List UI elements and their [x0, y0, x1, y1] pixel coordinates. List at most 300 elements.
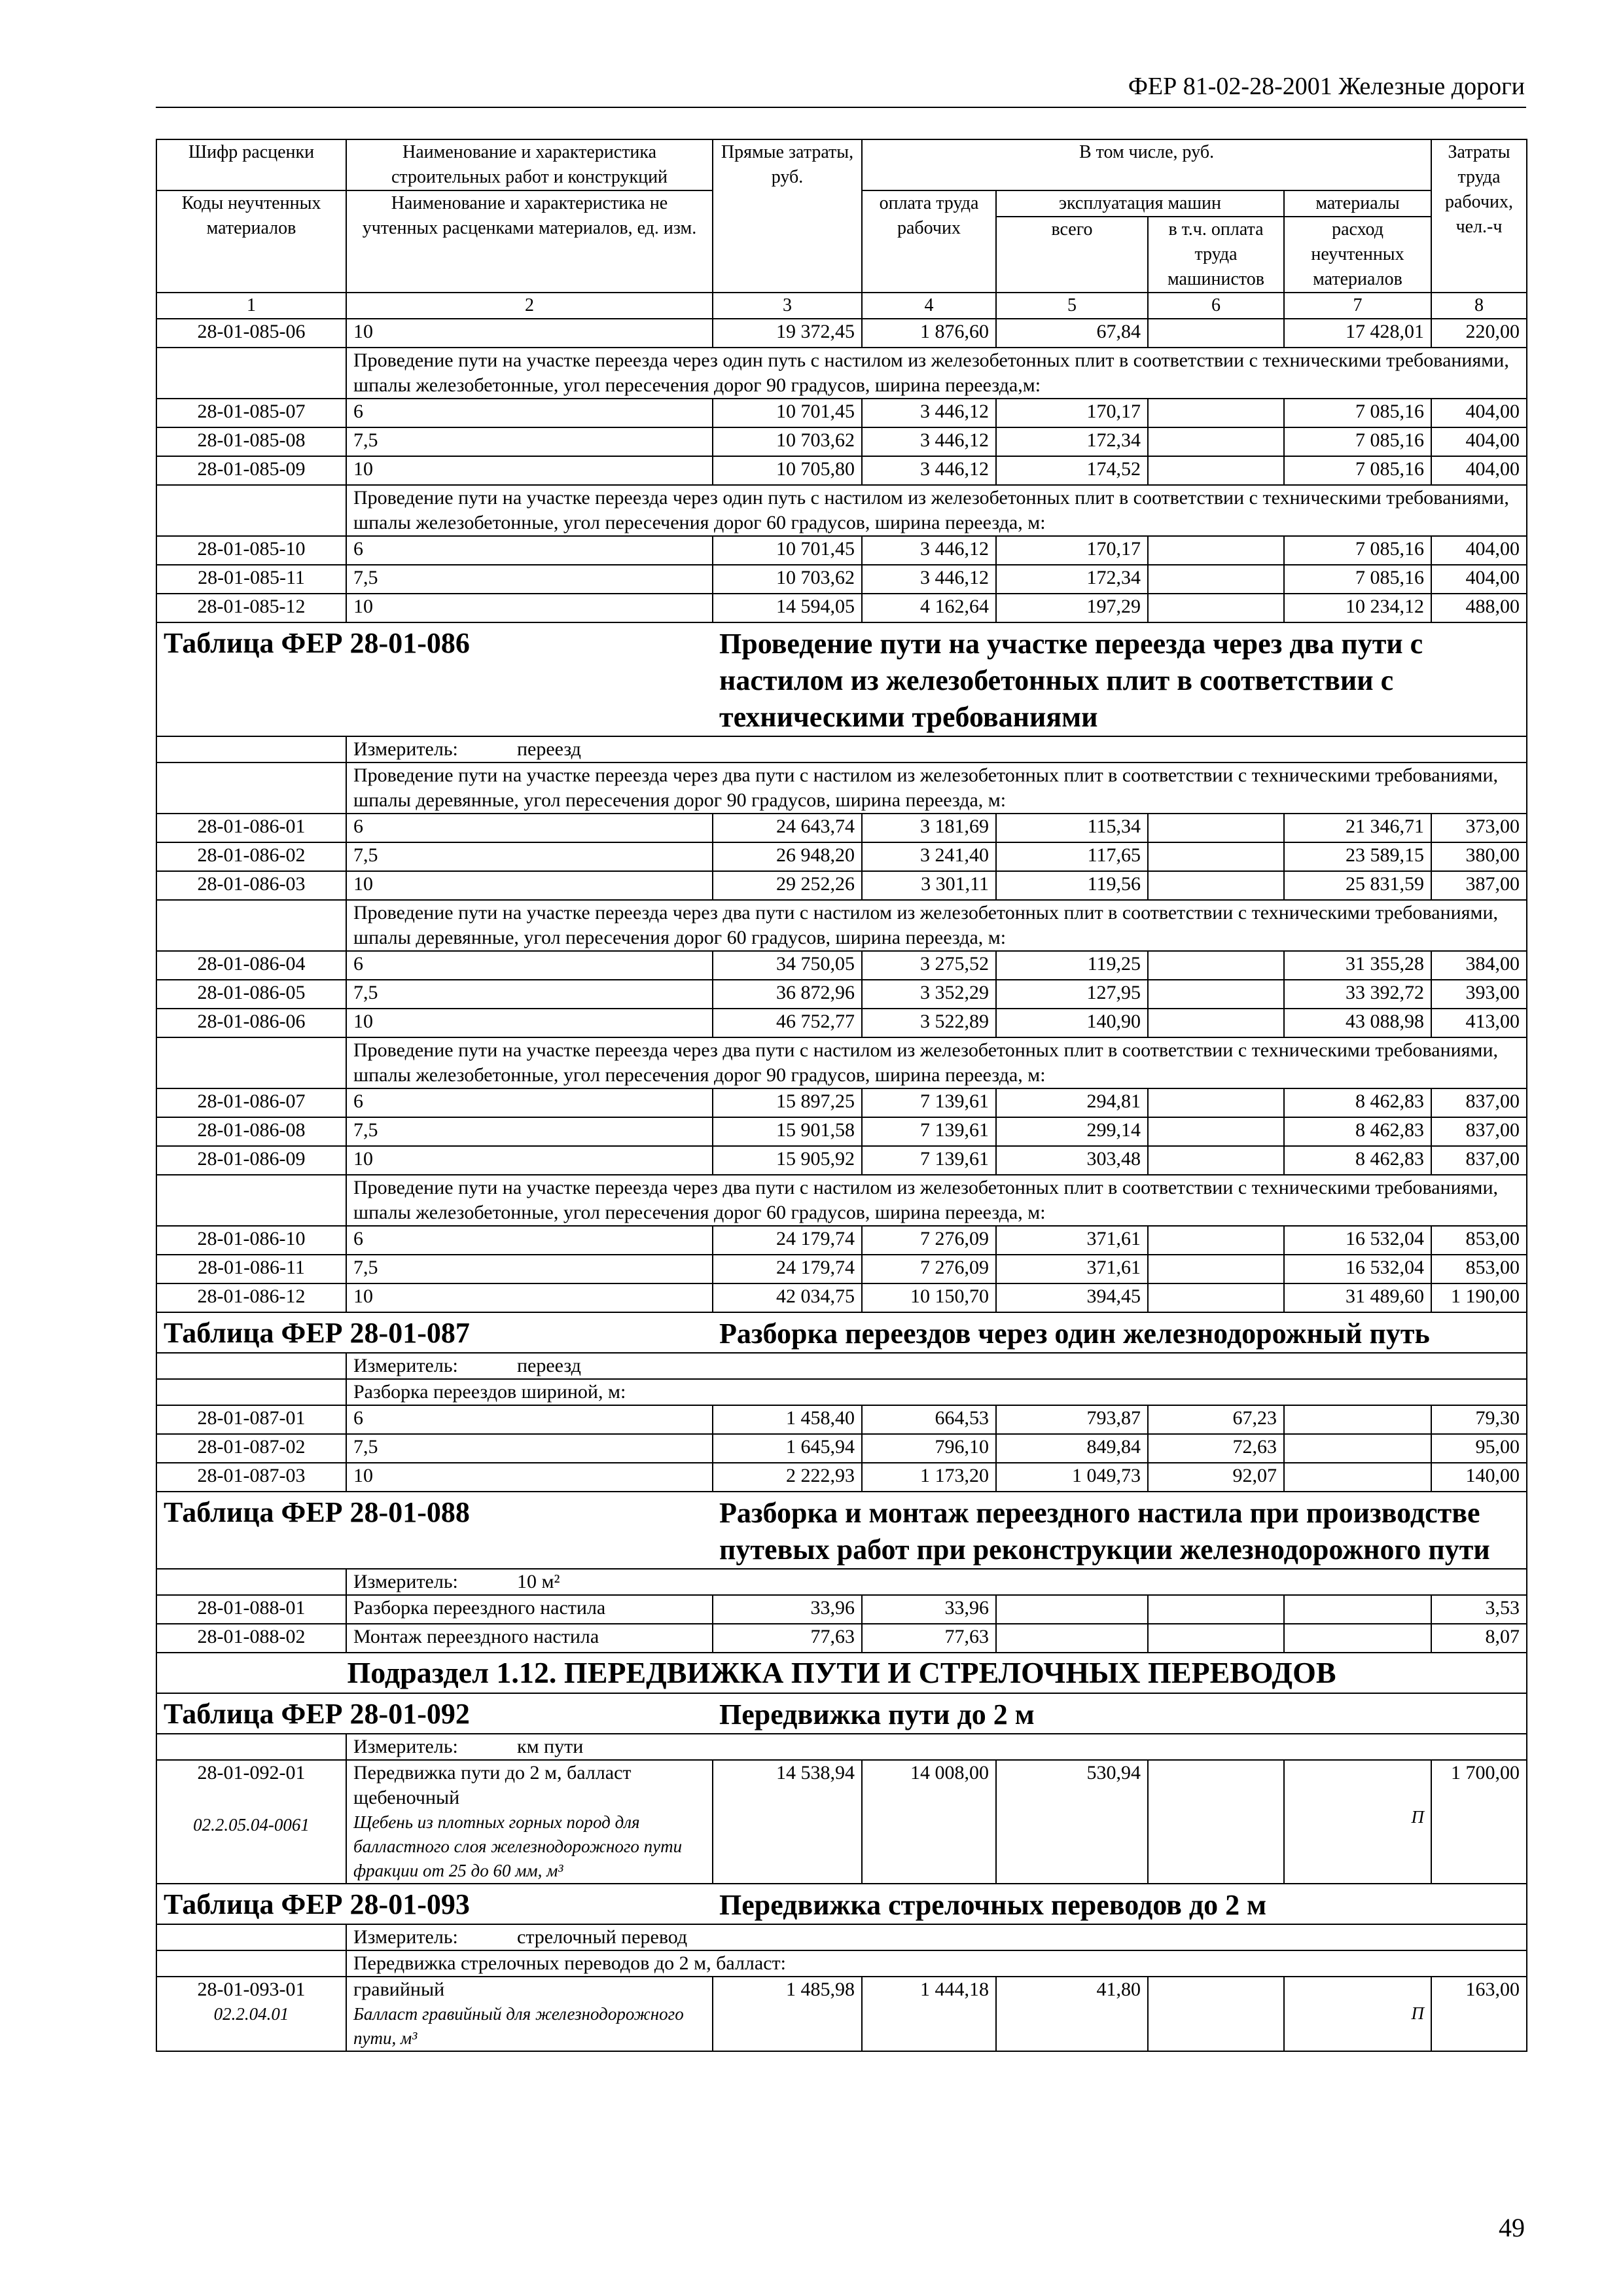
cell-direct-cost: 10 703,62	[713, 427, 862, 456]
cell-machines-total: 294,81	[996, 1088, 1148, 1117]
table-row	[156, 399, 1527, 427]
table-row	[156, 1434, 1527, 1463]
cell-rate-code: 28-01-086-10	[156, 1226, 346, 1255]
material-name: Балласт гравийный для железнодорожного пути, м³	[353, 2004, 684, 2048]
cell-rate-code: 28-01-085-09	[156, 456, 346, 485]
cell-machines-total: 849,84	[996, 1434, 1148, 1463]
cell-work-name: 6	[346, 1088, 713, 1117]
cell-direct-cost: 46 752,77	[713, 1009, 862, 1037]
cell-labor-pay: 7 139,61	[862, 1146, 996, 1175]
cell-machines-total: 1 049,73	[996, 1463, 1148, 1492]
table-row	[156, 1255, 1527, 1283]
col-num-3: 3	[713, 293, 862, 319]
measure-cell	[346, 1924, 1527, 1950]
cell-labor-hours: 404,00	[1431, 536, 1527, 565]
cell-labor-hours: 163,00	[1431, 1977, 1527, 2051]
table-row	[156, 1226, 1527, 1255]
cell-labor-hours: 853,00	[1431, 1226, 1527, 1255]
cell-labor-hours: 387,00	[1431, 871, 1527, 900]
cell-rate-code: 28-01-087-02	[156, 1434, 346, 1463]
table-title: Разборка переездов через один железнодорожный путь	[713, 1312, 1527, 1353]
table-title-row	[156, 622, 1527, 736]
col-num-1: 1	[156, 293, 346, 319]
section-title: Подраздел 1.12. ПЕРЕДВИЖКА ПУТИ И СТРЕЛОЧНЫХ ПЕРЕВОДОВ	[156, 1653, 1527, 1693]
table-row	[156, 427, 1527, 456]
header-incl: В том числе, руб.	[862, 139, 1431, 190]
cell-rate-code: 28-01-087-01	[156, 1405, 346, 1434]
work-name-cell	[346, 1977, 713, 2051]
cell-machinists-pay	[1148, 871, 1284, 900]
cell-labor-hours: 3,53	[1431, 1595, 1527, 1624]
header-code-bottom: Коды неучтенных материалов	[156, 190, 346, 293]
cell-labor-hours: 488,00	[1431, 594, 1527, 622]
table-code: Таблица ФЕР 28-01-088	[156, 1492, 713, 1569]
table-row	[156, 1117, 1527, 1146]
cell-labor-pay: 3 301,11	[862, 871, 996, 900]
cell-machinists-pay	[1148, 1009, 1284, 1037]
table-row	[156, 814, 1527, 842]
table-title: Передвижка пути до 2 м	[713, 1693, 1527, 1734]
measure-label: Измеритель:	[353, 738, 458, 760]
work-name: Передвижка пути до 2 м, балласт щебеночный	[353, 1762, 632, 1808]
measure-empty-cell	[156, 1924, 346, 1950]
description-text: Проведение пути на участке переезда через два пути с настилом из железобетонных плит в соответствии с техническими требованиями, шпалы железобетонные, угол пересечения дорог 60 градусов, ширина переезда, м:	[346, 1175, 1527, 1226]
cell-machinists-pay	[1148, 1283, 1284, 1312]
cell-labor-pay: 664,53	[862, 1405, 996, 1434]
material-code: 02.2.04.01	[213, 2004, 289, 2024]
measure-empty-cell	[156, 1734, 346, 1760]
cell-rate-code: 28-01-086-08	[156, 1117, 346, 1146]
cell-materials	[1284, 1434, 1431, 1463]
cell-labor-hours: 79,30	[1431, 1405, 1527, 1434]
cell-direct-cost: 24 179,74	[713, 1255, 862, 1283]
cell-machinists-pay	[1148, 594, 1284, 622]
measure-label: Измеритель:	[353, 1355, 458, 1376]
description-text: Проведение пути на участке переезда через два пути с настилом из железобетонных плит в соответствии с техническими требованиями, шпалы железобетонные, угол пересечения дорог 90 градусов, ширина переезда, м:	[346, 1037, 1527, 1088]
cell-labor-pay: 3 446,12	[862, 456, 996, 485]
description-text: Передвижка стрелочных переводов до 2 м, балласт:	[346, 1950, 1527, 1977]
table-row	[156, 951, 1527, 980]
cell-labor-hours: 404,00	[1431, 427, 1527, 456]
measure-value: 10 м²	[517, 1571, 560, 1592]
description-row	[156, 1379, 1527, 1405]
cell-rate-code: 28-01-086-01	[156, 814, 346, 842]
cell-materials: 8 462,83	[1284, 1117, 1431, 1146]
table-row	[156, 456, 1527, 485]
cell-direct-cost: 1 645,94	[713, 1434, 862, 1463]
cell-materials: 7 085,16	[1284, 536, 1431, 565]
description-row	[156, 1175, 1527, 1226]
cell-labor-hours: 373,00	[1431, 814, 1527, 842]
description-text: Проведение пути на участке переезда через один путь с настилом из железобетонных плит в соответствии с техническими требованиями, шпалы железобетонные, угол пересечения дорог 90 градусов, ширина переезда,м:	[346, 348, 1527, 399]
cell-machinists-pay	[1148, 1977, 1284, 2051]
cell-materials	[1284, 1977, 1431, 2051]
cell-machines-total: 197,29	[996, 594, 1148, 622]
cell-direct-cost: 19 372,45	[713, 319, 862, 348]
cell-materials: 43 088,98	[1284, 1009, 1431, 1037]
table-row	[156, 1463, 1527, 1492]
measure-value: переезд	[517, 1355, 581, 1376]
cell-labor-hours: 95,00	[1431, 1434, 1527, 1463]
table-title: Разборка и монтаж переездного настила при производстве путевых работ при реконструкции железнодорожного пути	[713, 1492, 1527, 1569]
description-text: Проведение пути на участке переезда через один путь с настилом из железобетонных плит в соответствии с техническими требованиями, шпалы железобетонные, угол пересечения дорог 60 градусов, ширина переезда, м:	[346, 485, 1527, 536]
cell-rate-code: 28-01-086-12	[156, 1283, 346, 1312]
header-materials: материалы	[1284, 190, 1431, 217]
cell-labor-hours: 413,00	[1431, 1009, 1527, 1037]
material-code: 02.2.05.04-0061	[193, 1815, 310, 1835]
material-name: Щебень из плотных горных пород для балластного слоя железнодорожного пути фракции от 25 до 60 мм, м³	[353, 1812, 683, 1880]
cell-machinists-pay	[1148, 536, 1284, 565]
table-title-row	[156, 1492, 1527, 1569]
cell-direct-cost: 24 179,74	[713, 1226, 862, 1255]
cell-work-name: 6	[346, 1226, 713, 1255]
cell-machines-total: 115,34	[996, 814, 1148, 842]
cell-materials: 31 355,28	[1284, 951, 1431, 980]
cell-materials: 31 489,60	[1284, 1283, 1431, 1312]
description-empty-cell	[156, 762, 346, 814]
cell-materials: 16 532,04	[1284, 1255, 1431, 1283]
work-name-cell	[346, 1760, 713, 1884]
cell-rate-code: 28-01-085-11	[156, 565, 346, 594]
cell-machines-total: 371,61	[996, 1226, 1148, 1255]
measure-row	[156, 1353, 1527, 1379]
cell-rate-code: 28-01-085-08	[156, 427, 346, 456]
table-row	[156, 536, 1527, 565]
table-row	[156, 1283, 1527, 1312]
cell-machines-total: 394,45	[996, 1283, 1148, 1312]
cell-work-name: 10	[346, 1146, 713, 1175]
cell-labor-hours: 837,00	[1431, 1117, 1527, 1146]
measure-label: Измеритель:	[353, 1571, 458, 1592]
cell-rate-code: 28-01-086-02	[156, 842, 346, 871]
measure-row	[156, 1924, 1527, 1950]
table-row	[156, 594, 1527, 622]
header-row-1	[156, 139, 1527, 190]
rate-code: 28-01-092-01	[197, 1762, 306, 1784]
cell-machinists-pay	[1148, 565, 1284, 594]
page-number: 49	[1499, 2213, 1525, 2242]
measure-cell	[346, 1569, 1527, 1595]
cell-direct-cost: 34 750,05	[713, 951, 862, 980]
cell-labor-pay: 3 522,89	[862, 1009, 996, 1037]
cell-rate-code: 28-01-086-11	[156, 1255, 346, 1283]
cell-materials: 16 532,04	[1284, 1226, 1431, 1255]
cell-direct-cost: 29 252,26	[713, 871, 862, 900]
table-body	[156, 139, 1527, 2051]
description-text: Проведение пути на участке переезда через два пути с настилом из железобетонных плит в соответствии с техническими требованиями, шпалы деревянные, угол пересечения дорог 60 градусов, ширина переезда, м:	[346, 900, 1527, 951]
cell-materials: 8 462,83	[1284, 1146, 1431, 1175]
cell-work-name: 6	[346, 1405, 713, 1434]
header-code-top: Шифр расценки	[156, 139, 346, 190]
cell-machines-total: 793,87	[996, 1405, 1148, 1434]
cell-work-name: Разборка переездного настила	[346, 1595, 713, 1624]
cell-labor-pay: 3 446,12	[862, 536, 996, 565]
cell-materials	[1284, 1760, 1431, 1884]
description-empty-cell	[156, 1379, 346, 1405]
cell-machinists-pay	[1148, 1088, 1284, 1117]
cell-direct-cost: 1 485,98	[713, 1977, 862, 2051]
cell-work-name: 10	[346, 319, 713, 348]
table-row	[156, 1088, 1527, 1117]
table-code: Таблица ФЕР 28-01-092	[156, 1693, 713, 1734]
cell-labor-pay: 3 352,29	[862, 980, 996, 1009]
cell-labor-pay: 14 008,00	[862, 1760, 996, 1884]
cell-labor-pay: 7 139,61	[862, 1088, 996, 1117]
cell-machines-total: 371,61	[996, 1255, 1148, 1283]
table-row	[156, 1624, 1527, 1653]
cell-direct-cost: 10 703,62	[713, 565, 862, 594]
cell-direct-cost: 26 948,20	[713, 842, 862, 871]
cell-direct-cost: 15 901,58	[713, 1117, 862, 1146]
rate-code-cell	[156, 1760, 346, 1884]
description-text: Проведение пути на участке переезда через два пути с настилом из железобетонных плит в соответствии с техническими требованиями, шпалы деревянные, угол пересечения дорог 90 градусов, ширина переезда, м:	[346, 762, 1527, 814]
cell-work-name: 7,5	[346, 980, 713, 1009]
cell-machinists-pay	[1148, 319, 1284, 348]
cell-work-name: Монтаж переездного настила	[346, 1624, 713, 1653]
cell-direct-cost: 14 538,94	[713, 1760, 862, 1884]
col-num-4: 4	[862, 293, 996, 319]
header-numbers-row	[156, 293, 1527, 319]
work-name: гравийный	[353, 1979, 445, 2000]
description-row	[156, 1037, 1527, 1088]
cell-rate-code: 28-01-088-02	[156, 1624, 346, 1653]
cell-machines-total: 172,34	[996, 427, 1148, 456]
cell-rate-code: 28-01-085-10	[156, 536, 346, 565]
description-empty-cell	[156, 1950, 346, 1977]
cell-labor-pay: 3 181,69	[862, 814, 996, 842]
cell-work-name: 7,5	[346, 1255, 713, 1283]
cell-direct-cost: 36 872,96	[713, 980, 862, 1009]
description-text: Разборка переездов шириной, м:	[346, 1379, 1527, 1405]
material-row	[156, 1760, 1527, 1884]
cell-machines-total	[996, 1624, 1148, 1653]
page-header-title: ФЕР 81-02-28-2001 Железные дороги	[1128, 73, 1525, 100]
cell-work-name: 10	[346, 1009, 713, 1037]
cell-labor-pay: 3 241,40	[862, 842, 996, 871]
cell-work-name: 7,5	[346, 1117, 713, 1146]
cell-labor-hours: 404,00	[1431, 399, 1527, 427]
cell-materials: 17 428,01	[1284, 319, 1431, 348]
cell-labor-hours: 220,00	[1431, 319, 1527, 348]
description-empty-cell	[156, 348, 346, 399]
cell-materials: 7 085,16	[1284, 427, 1431, 456]
description-empty-cell	[156, 1037, 346, 1088]
cell-materials: 8 462,83	[1284, 1088, 1431, 1117]
cell-machines-total: 41,80	[996, 1977, 1148, 2051]
cell-materials: 21 346,71	[1284, 814, 1431, 842]
cell-labor-hours: 404,00	[1431, 456, 1527, 485]
header-machinists: в т.ч. оплата труда машинистов	[1148, 217, 1284, 293]
table-title-row	[156, 1693, 1527, 1734]
cell-machines-total: 530,94	[996, 1760, 1148, 1884]
cell-machinists-pay	[1148, 399, 1284, 427]
cell-direct-cost: 15 897,25	[713, 1088, 862, 1117]
cell-work-name: 6	[346, 399, 713, 427]
cell-labor-pay: 33,96	[862, 1595, 996, 1624]
header-machines-total: всего	[996, 217, 1148, 293]
header-direct: Прямые затраты, руб.	[713, 139, 862, 293]
cell-materials: 33 392,72	[1284, 980, 1431, 1009]
cell-direct-cost: 1 458,40	[713, 1405, 862, 1434]
cell-work-name: 10	[346, 594, 713, 622]
cell-direct-cost: 15 905,92	[713, 1146, 862, 1175]
cell-work-name: 10	[346, 1283, 713, 1312]
cell-materials	[1284, 1405, 1431, 1434]
cell-direct-cost: 10 701,45	[713, 536, 862, 565]
cell-labor-hours: 837,00	[1431, 1088, 1527, 1117]
cell-machines-total: 119,25	[996, 951, 1148, 980]
header-labor-pay: оплата труда рабочих	[862, 190, 996, 293]
cell-machines-total: 170,17	[996, 536, 1148, 565]
cell-rate-code: 28-01-085-12	[156, 594, 346, 622]
material-row	[156, 1977, 1527, 2051]
measure-label: Измеритель:	[353, 1736, 458, 1757]
header-rule	[156, 107, 1526, 108]
cell-labor-pay: 7 139,61	[862, 1117, 996, 1146]
cell-machinists-pay	[1148, 1624, 1284, 1653]
measure-cell	[346, 1353, 1527, 1379]
cell-direct-cost: 42 034,75	[713, 1283, 862, 1312]
cell-labor-pay: 1 444,18	[862, 1977, 996, 2051]
col-num-8: 8	[1431, 293, 1527, 319]
cell-labor-pay: 3 446,12	[862, 399, 996, 427]
cell-direct-cost: 77,63	[713, 1624, 862, 1653]
description-row	[156, 348, 1527, 399]
col-num-5: 5	[996, 293, 1148, 319]
measure-row	[156, 1734, 1527, 1760]
cell-machinists-pay	[1148, 1595, 1284, 1624]
rates-table	[156, 139, 1527, 2052]
table-row	[156, 842, 1527, 871]
cell-work-name: 7,5	[346, 565, 713, 594]
cell-materials: 7 085,16	[1284, 456, 1431, 485]
cell-labor-pay: 1 173,20	[862, 1463, 996, 1492]
table-row	[156, 319, 1527, 348]
header-machines: эксплуатация машин	[996, 190, 1284, 217]
cell-direct-cost: 24 643,74	[713, 814, 862, 842]
cell-machines-total: 140,90	[996, 1009, 1148, 1037]
cell-rate-code: 28-01-085-06	[156, 319, 346, 348]
cell-work-name: 6	[346, 814, 713, 842]
cell-materials: 25 831,59	[1284, 871, 1431, 900]
table-title-row	[156, 1312, 1527, 1353]
measure-empty-cell	[156, 736, 346, 762]
measure-row	[156, 736, 1527, 762]
cell-machines-total: 119,56	[996, 871, 1148, 900]
cell-rate-code: 28-01-088-01	[156, 1595, 346, 1624]
cell-direct-cost: 10 705,80	[713, 456, 862, 485]
cell-machines-total: 117,65	[996, 842, 1148, 871]
cell-rate-code: 28-01-086-04	[156, 951, 346, 980]
cell-work-name: 7,5	[346, 427, 713, 456]
cell-machinists-pay	[1148, 456, 1284, 485]
cell-machinists-pay	[1148, 427, 1284, 456]
table-title-row	[156, 1884, 1527, 1924]
col-num-2: 2	[346, 293, 713, 319]
cell-labor-hours: 140,00	[1431, 1463, 1527, 1492]
cell-materials: 7 085,16	[1284, 565, 1431, 594]
cell-labor-hours: 1 190,00	[1431, 1283, 1527, 1312]
description-empty-cell	[156, 900, 346, 951]
cell-machinists-pay: 72,63	[1148, 1434, 1284, 1463]
cell-machines-total: 170,17	[996, 399, 1148, 427]
table-row	[156, 565, 1527, 594]
cell-work-name: 10	[346, 1463, 713, 1492]
cell-labor-hours: 380,00	[1431, 842, 1527, 871]
description-empty-cell	[156, 1175, 346, 1226]
rate-code: 28-01-093-01	[197, 1979, 306, 2000]
rate-code-cell	[156, 1977, 346, 2051]
cell-work-name: 7,5	[346, 1434, 713, 1463]
cell-labor-pay: 7 276,09	[862, 1255, 996, 1283]
table-row	[156, 1146, 1527, 1175]
cell-materials: 10 234,12	[1284, 594, 1431, 622]
header-name-top: Наименование и характеристика строительных работ и конструкций	[346, 139, 713, 190]
table-row	[156, 1595, 1527, 1624]
cell-labor-hours: 404,00	[1431, 565, 1527, 594]
cell-labor-hours: 853,00	[1431, 1255, 1527, 1283]
col-num-7: 7	[1284, 293, 1431, 319]
col-num-6: 6	[1148, 293, 1284, 319]
cell-materials: 23 589,15	[1284, 842, 1431, 871]
cell-rate-code: 28-01-086-06	[156, 1009, 346, 1037]
cell-machines-total: 303,48	[996, 1146, 1148, 1175]
cell-materials	[1284, 1463, 1431, 1492]
cell-labor-pay: 4 162,64	[862, 594, 996, 622]
cell-machinists-pay	[1148, 814, 1284, 842]
cell-machinists-pay	[1148, 980, 1284, 1009]
description-empty-cell	[156, 485, 346, 536]
measure-label: Измеритель:	[353, 1926, 458, 1948]
cell-rate-code: 28-01-085-07	[156, 399, 346, 427]
measure-value: стрелочный перевод	[517, 1926, 688, 1948]
cell-rate-code: 28-01-086-05	[156, 980, 346, 1009]
cell-direct-cost: 2 222,93	[713, 1463, 862, 1492]
cell-rate-code: 28-01-086-07	[156, 1088, 346, 1117]
cell-labor-pay: 3 446,12	[862, 565, 996, 594]
table-row	[156, 1009, 1527, 1037]
cell-machines-total	[996, 1595, 1148, 1624]
cell-materials	[1284, 1595, 1431, 1624]
header-name-bottom: Наименование и характеристика не учтенных расценками материалов, ед. изм.	[346, 190, 713, 293]
description-row	[156, 762, 1527, 814]
measure-cell	[346, 1734, 1527, 1760]
cell-machines-total: 127,95	[996, 980, 1148, 1009]
cell-rate-code: 28-01-087-03	[156, 1463, 346, 1492]
cell-work-name: 6	[346, 951, 713, 980]
cell-machines-total: 299,14	[996, 1117, 1148, 1146]
cell-machinists-pay	[1148, 1117, 1284, 1146]
measure-row	[156, 1569, 1527, 1595]
cell-labor-pay: 7 276,09	[862, 1226, 996, 1255]
cell-machinists-pay: 92,07	[1148, 1463, 1284, 1492]
cell-machinists-pay	[1148, 1255, 1284, 1283]
cell-machines-total: 172,34	[996, 565, 1148, 594]
header-materials-sub: расход неучтенных материалов	[1284, 217, 1431, 293]
measure-empty-cell	[156, 1353, 346, 1379]
cell-labor-pay: 77,63	[862, 1624, 996, 1653]
description-row	[156, 485, 1527, 536]
cell-labor-pay: 10 150,70	[862, 1283, 996, 1312]
cell-materials: 7 085,16	[1284, 399, 1431, 427]
measure-cell	[346, 736, 1527, 762]
cell-labor-pay: 3 446,12	[862, 427, 996, 456]
cell-machines-total: 67,84	[996, 319, 1148, 348]
cell-rate-code: 28-01-086-03	[156, 871, 346, 900]
section-row	[156, 1653, 1527, 1693]
material-unpriced-mark: П	[1411, 2003, 1425, 2023]
table-code: Таблица ФЕР 28-01-086	[156, 622, 713, 736]
